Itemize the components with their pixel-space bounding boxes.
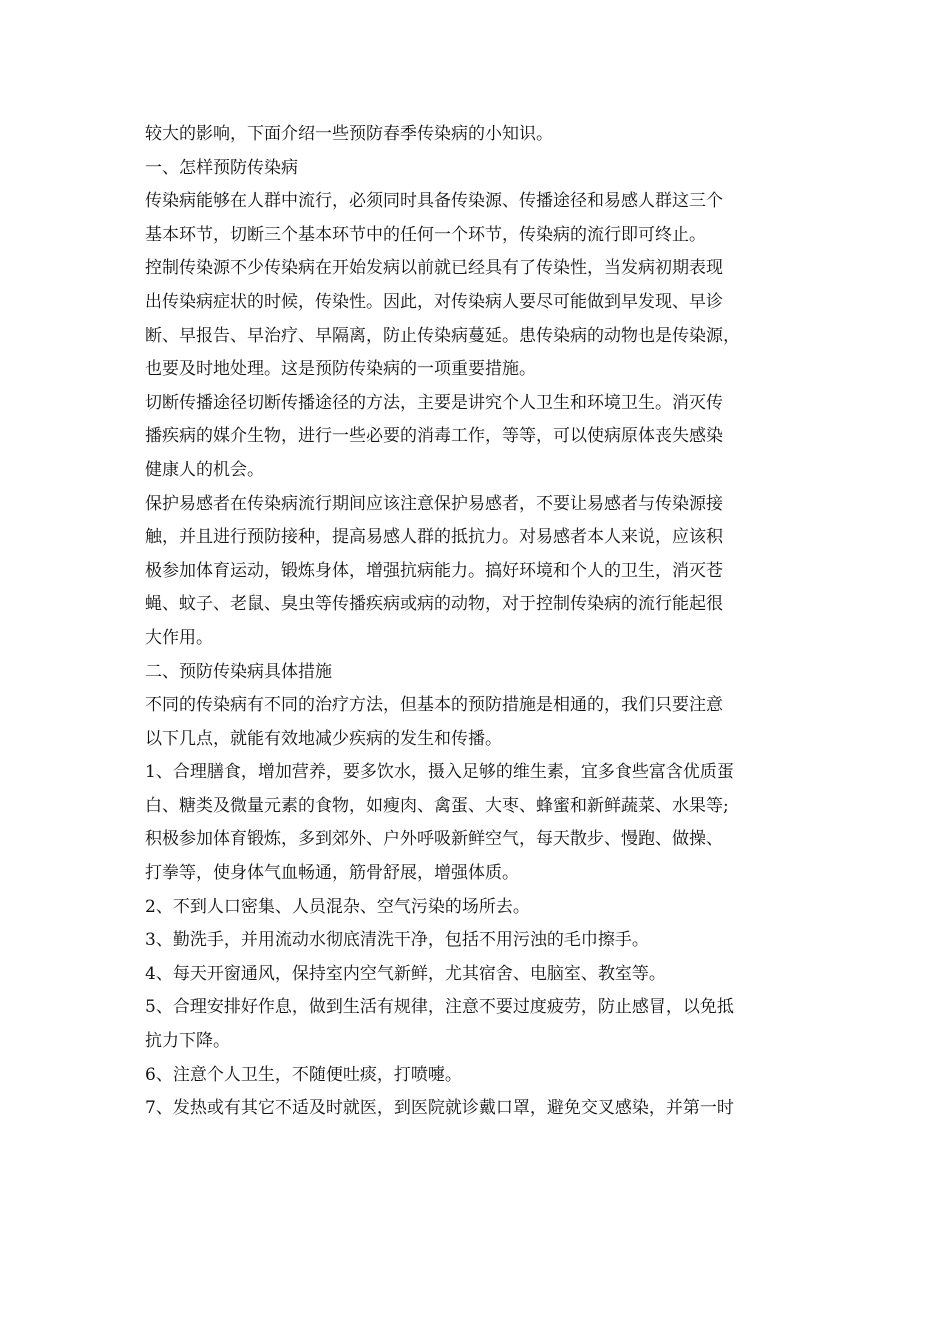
list-item-4: 4、每天开窗通风，保持室内空气新鲜，尤其宿舍、电脑室、教室等。	[145, 963, 666, 984]
section-heading-2: 二、预防传染病具体措施	[145, 661, 332, 682]
paragraph-control-source: 控制传染源不少传染病在开始发病以前就已经具有了传染性，当发病初期表现 出传染病症状的时候，传染性。因此，对传染病人要尽可能做到早发现、早诊 断、早报告、早治疗、早隔离，防止传染病蔓延。患传染病的动物也是传染源， 也要及时地处理。这是预防传染病的一项重要措施。	[145, 258, 740, 380]
list-item-3: 3、勤洗手，并用流动水彻底清洗干净，包括不用污浊的毛巾擦手。	[145, 930, 649, 951]
list-item-7: 7、发热或有其它不适及时就医，到医院就诊戴口罩，避免交叉感染，并第一时	[145, 1098, 734, 1119]
list-item-6: 6、注意个人卫生，不随便吐痰，打喷嚏。	[145, 1064, 462, 1085]
list-item-2: 2、不到人口密集、人员混杂、空气污染的场所去。	[145, 896, 530, 917]
section-heading-1: 一、怎样预防传染病	[145, 157, 298, 178]
paragraph-intro: 较大的影响，下面介绍一些预防春季传染病的小知识。	[145, 124, 553, 144]
document-body	[145, 118, 805, 1126]
list-item-5: 5、合理安排好作息，做到生活有规律，注意不要过度疲劳，防止感冒，以免抵 抗力下降。	[145, 997, 734, 1052]
paragraph-protect-susceptible: 保护易感者在传染病流行期间应该注意保护易感者，不要让易感者与传染源接 触，并且进行预防接种，提高易感人群的抵抗力。对易感者本人来说，应该积 极参加体育运动，锻炼身体，增强抗病能力。搞好环境和个人的卫生，消灭苍 蝇、蚊子、老鼠、臭虫等传播疾病或病的动物，对于控制传染病的流行能起很 大作用。	[145, 493, 723, 648]
paragraph-measures-intro: 不同的传染病有不同的治疗方法，但基本的预防措施是相通的，我们只要注意 以下几点，就能有效地减少疾病的发生和传播。	[145, 695, 723, 749]
paragraph-cut-route: 切断传播途径切断传播途径的方法，主要是讲究个人卫生和环境卫生。消灭传 播疾病的媒介生物，进行一些必要的消毒工作，等等，可以使病原体丧失感染 健康人的机会。	[145, 392, 723, 480]
list-item-1: 1、合理膳食，增加营养，要多饮水，摄入足够的维生素，宜多食些富含优质蛋 白、糖类及微量元素的食物，如瘦肉、禽蛋、大枣、蜂蜜和新鲜蔬菜、水果等; 积极参加体育锻炼，多到郊外、户外呼吸新鲜空气，每天散步、慢跑、做操、 打拳等，使身体气血畅通，筋骨舒展，增强体质。	[145, 762, 734, 884]
paragraph-transmission: 传染病能够在人群中流行，必须同时具备传染源、传播途径和易感人群这三个 基本环节，切断三个基本环节中的任何一个环节，传染病的流行即可终止。	[145, 191, 723, 245]
